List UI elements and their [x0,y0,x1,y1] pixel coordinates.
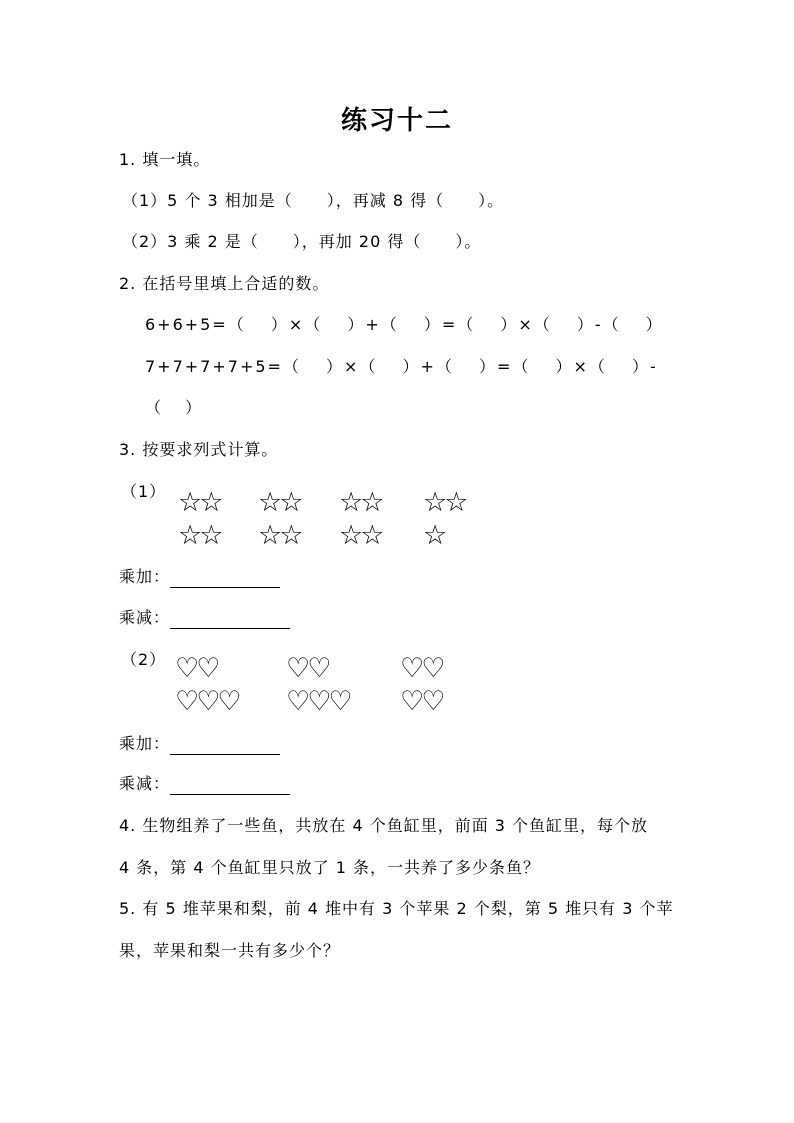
heart-group: ♡♡ [400,653,443,684]
q3-heading: 3. 按要求列式计算。 [119,440,279,459]
mul-add-label: 乘加： [119,734,171,753]
q3-part1-label: （1） [121,482,167,501]
mul-add-row [119,733,280,755]
answer-blank[interactable] [170,571,280,588]
mul-sub-row [119,607,290,629]
star-group: ☆☆ [258,520,301,551]
heart-group: ♡♡ [400,686,443,717]
star-group: ☆☆ [258,487,301,518]
page-title: 练习十二 [340,106,453,136]
heart-group: ♡♡♡ [286,686,350,717]
q4-line-1: 4. 生物组养了一些鱼，共放在 4 个鱼缸里，前面 3 个鱼缸里，每个放 [119,816,649,835]
q5-line-1: 5. 有 5 堆苹果和梨，前 4 堆中有 3 个苹果 2 个梨，第 5 堆只有 3 个苹 [119,899,674,918]
answer-blank[interactable] [170,738,280,755]
star-group: ☆☆ [178,520,221,551]
q5-line-2: 果，苹果和梨一共有多少个？ [119,941,341,960]
heart-group: ♡♡ [286,653,329,684]
mul-sub-label: 乘减： [119,608,171,627]
star-group: ☆ [423,520,445,551]
q2-line-2: 7+7+7+7+5=（ ）×（ ）+（ ）=（ ）×（ ）- [145,357,658,376]
heart-group: ♡♡♡ [175,686,239,717]
q4-line-2: 4 条，第 4 个鱼缸里只放了 1 条，一共养了多少条鱼？ [119,858,540,877]
heart-group: ♡♡ [175,653,218,684]
answer-blank[interactable] [170,778,290,795]
q3-part2-label: （2） [121,650,167,669]
q2-heading: 2. 在括号里填上合适的数。 [119,274,330,293]
mul-sub-row [119,773,290,795]
mul-sub-label: 乘减： [119,774,171,793]
star-group: ☆☆ [178,487,221,518]
star-group: ☆☆ [339,487,382,518]
q2-line-1: 6+6+5=（ ）×（ ）+（ ）=（ ）×（ ）-（ ） [145,315,664,334]
q1-line-1: （1）5 个 3 相加是（ ），再减 8 得（ ）。 [122,191,505,210]
answer-blank[interactable] [170,612,290,629]
star-group: ☆☆ [423,487,466,518]
q1-heading: 1. 填一填。 [119,150,211,169]
mul-add-row [119,566,280,588]
q1-line-2: （2）3 乘 2 是（ ），再加 20 得（ ）。 [122,232,482,251]
star-group: ☆☆ [339,520,382,551]
mul-add-label: 乘加： [119,567,171,586]
q2-line-3: （ ） [145,398,203,417]
